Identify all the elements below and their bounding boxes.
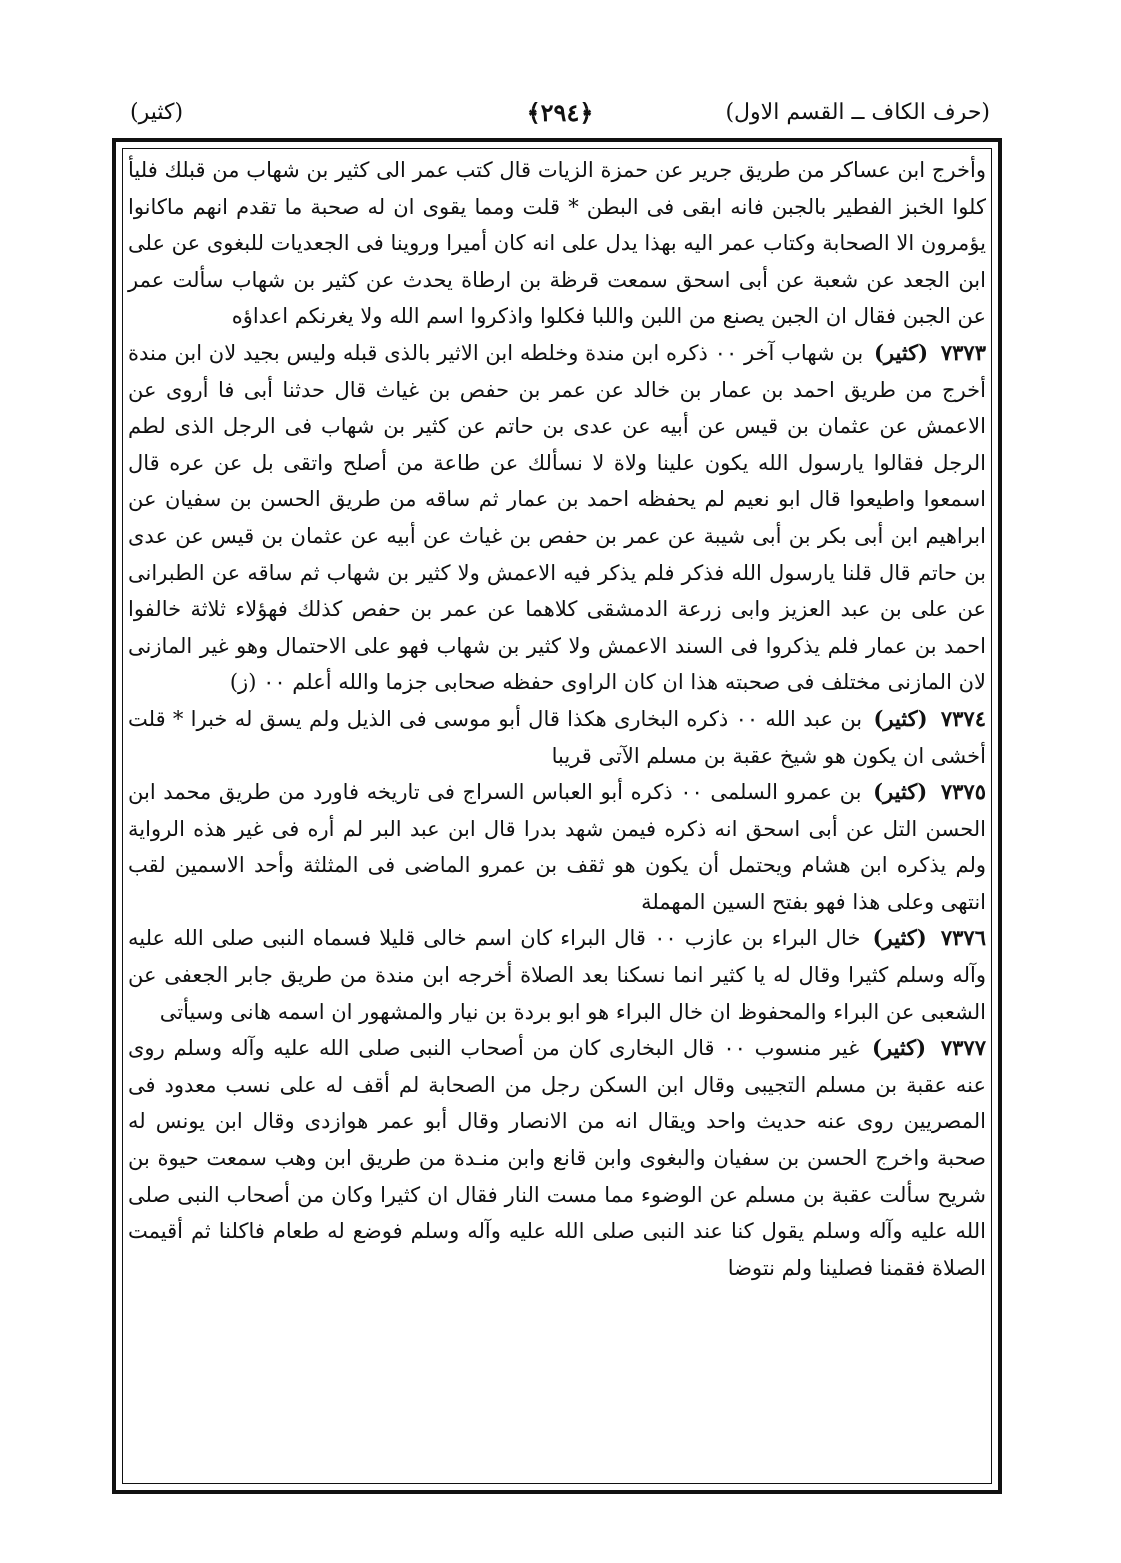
entry-7377 <box>128 1030 986 1286</box>
entry-7373 <box>128 335 986 701</box>
intro-paragraph: وأخرج ابن عساكر من طريق جرير عن حمزة الزيات قال كتب عمر الى كثير بن شهاب من قبلك فليأ كلوا الخبز الفطير بالجبن فانه ابقى فى البطن * قلت ومما يقوى ان له صحبة ما تقدم انهم ماكانوا يؤمرون الا الصحابة وكتاب عمر اليه بهذا يدل على انه كان أميرا وروينا فى الجعديات للبغوى عن على ابن الجعد عن شعبة عن أبى اسحق سمعت قرظة بن ارطاة يحدث عن كثير بن شهاب سألت عمر عن الجبن فقال ان الجبن يصنع من اللبن واللبا فكلوا واذكروا اسم الله ولا يغرنكم اعداؤه <box>128 158 986 329</box>
entry-number: ٧٣٧٦ <box>940 925 986 951</box>
entry-text: خال البراء بن عازب ٠٠ قال البراء كان اسم خالى قليلا فسماه النبى صلى الله عليه وآله وسلم كثيرا وقال له يا كثير انما نسكنا بعد الصلاة أخرجه ابن مندة من طريق جابر الجعفى عن الشعبى عن البراء والمحفوظ ان خال البراء هو ابو بردة بن نيار والمشهور ان اسمه هانى وسيأتى <box>128 926 986 1024</box>
entry-number: ٧٣٧٥ <box>940 779 986 805</box>
entry-number: ٧٣٧٤ <box>940 705 986 731</box>
entry-7375 <box>128 774 986 920</box>
header-section-title: (حرف الكاف ــ القسم الاول) <box>725 100 990 125</box>
page-number: ﴿٢٩٤﴾ <box>526 98 594 127</box>
page-body <box>128 152 986 1286</box>
entry-name: (كثير) <box>873 779 928 805</box>
entry-name: (كثير) <box>873 339 929 365</box>
entry-text: بن عمرو السلمى ٠٠ ذكره أبو العباس السراج فى تاريخه فاورد من طريق محمد ابن الحسن التل عن أبى اسحق انه ذكره فيمن شهد بدرا قال ابن عبد البر لم أره فى غير هذه الرواية ولم يذكره ابن هشام ويحتمل أن يكون هو ثقف بن عمرو الماضى فى المثلثة وأحد الاسمين لقب انتهى وعلى هذا فهو بفتح السين المهملة <box>128 780 986 914</box>
entry-7376 <box>128 920 986 1030</box>
entry-text: بن شهاب آخر ٠٠ ذكره ابن مندة وخلطه ابن الاثير بالذى قبله وليس بجيد لان ابن مندة أخرج من طريق احمد بن عمار بن خالد عن عمر بن حفص بن غياث قال حدثنا أبى فا أروى عن الاعمش عن عثمان بن قيس عن أبيه عن عدى بن حاتم عن كثير بن شهاب فى الرجل الذى لطم الرجل فقالوا يارسول الله يكون علينا ولاة لا نسألك عن طاعة من أصلح واتقى بل عن عره قال اسمعوا واطيعوا قال ابو نعيم لم يحفظه احمد بن عمار ثم ساقه من طريق الحسن بن سفيان عن ابراهيم ابن أبى بكر بن أبى شيبة عن عمر بن حفص بن غياث عن أبيه عن عثمان بن قيس عن عدى بن حاتم قال قلنا يارسول الله فذكر فلم يذكر فيه الاعمش ولا كثير بن شهاب ثم ساقه عن الطبرانى عن على بن عبد العزيز وابى زرعة الدمشقى كلاهما عن عمر بن حفص كذلك فهؤلاء ثلاثة خالفوا احمد بن عمار فلم يذكروا فى السند الاعمش ولا كثير بن شهاب فهو على الاحتمال وهو غير المازنى لان المازنى مختلف فى صحبته هذا ان كان الراوى حفظه صحابى جزما والله أعلم ٠٠ (ز) <box>128 340 986 695</box>
entry-name: (كثير) <box>871 1035 927 1061</box>
entry-text: غير منسوب ٠٠ قال البخارى كان من أصحاب النبى صلى الله عليه وآله وسلم روى عنه عقبة بن مسلم التجيبى وقال ابن السكن رجل من الصحابة لم أقف له على نسب معدود فى المصريين روى عنه حديث واحد ويقال انه من الانصار وقال أبو عمر هوازدى وقال ابن يونس له صحبة واخرج الحسن بن سفيان والبغوى وابن قانع وابن منـدة من طريق ابن وهب سمعت حيوة بن شريح سألت عقبة بن مسلم عن الوضوء مما مست النار فقال ان كثيرا وكان من أصحاب النبى صلى الله عليه وآله وسلم يقول كنا عند النبى صلى الله عليه وآله وسلم فوضع له طعام فاكلنا ثم أقيمت الصلاة فقمنا فصلينا ولم نتوضا <box>128 1036 986 1280</box>
page-header <box>130 96 990 136</box>
entry-number: ٧٣٧٣ <box>940 339 986 365</box>
header-running-title: (كثير) <box>130 100 184 125</box>
entry-text: بن عبد الله ٠٠ ذكره البخارى هكذا قال أبو موسى فى الذيل ولم يسق له خبرا * قلت أخشى ان يكون هو شيخ عقبة بن مسلم الآتى قريبا <box>128 706 986 768</box>
entry-7374 <box>128 701 986 774</box>
entry-name: (كثير) <box>873 705 928 731</box>
entry-number: ٧٣٧٧ <box>940 1035 986 1061</box>
entry-name: (كثير) <box>872 925 927 951</box>
